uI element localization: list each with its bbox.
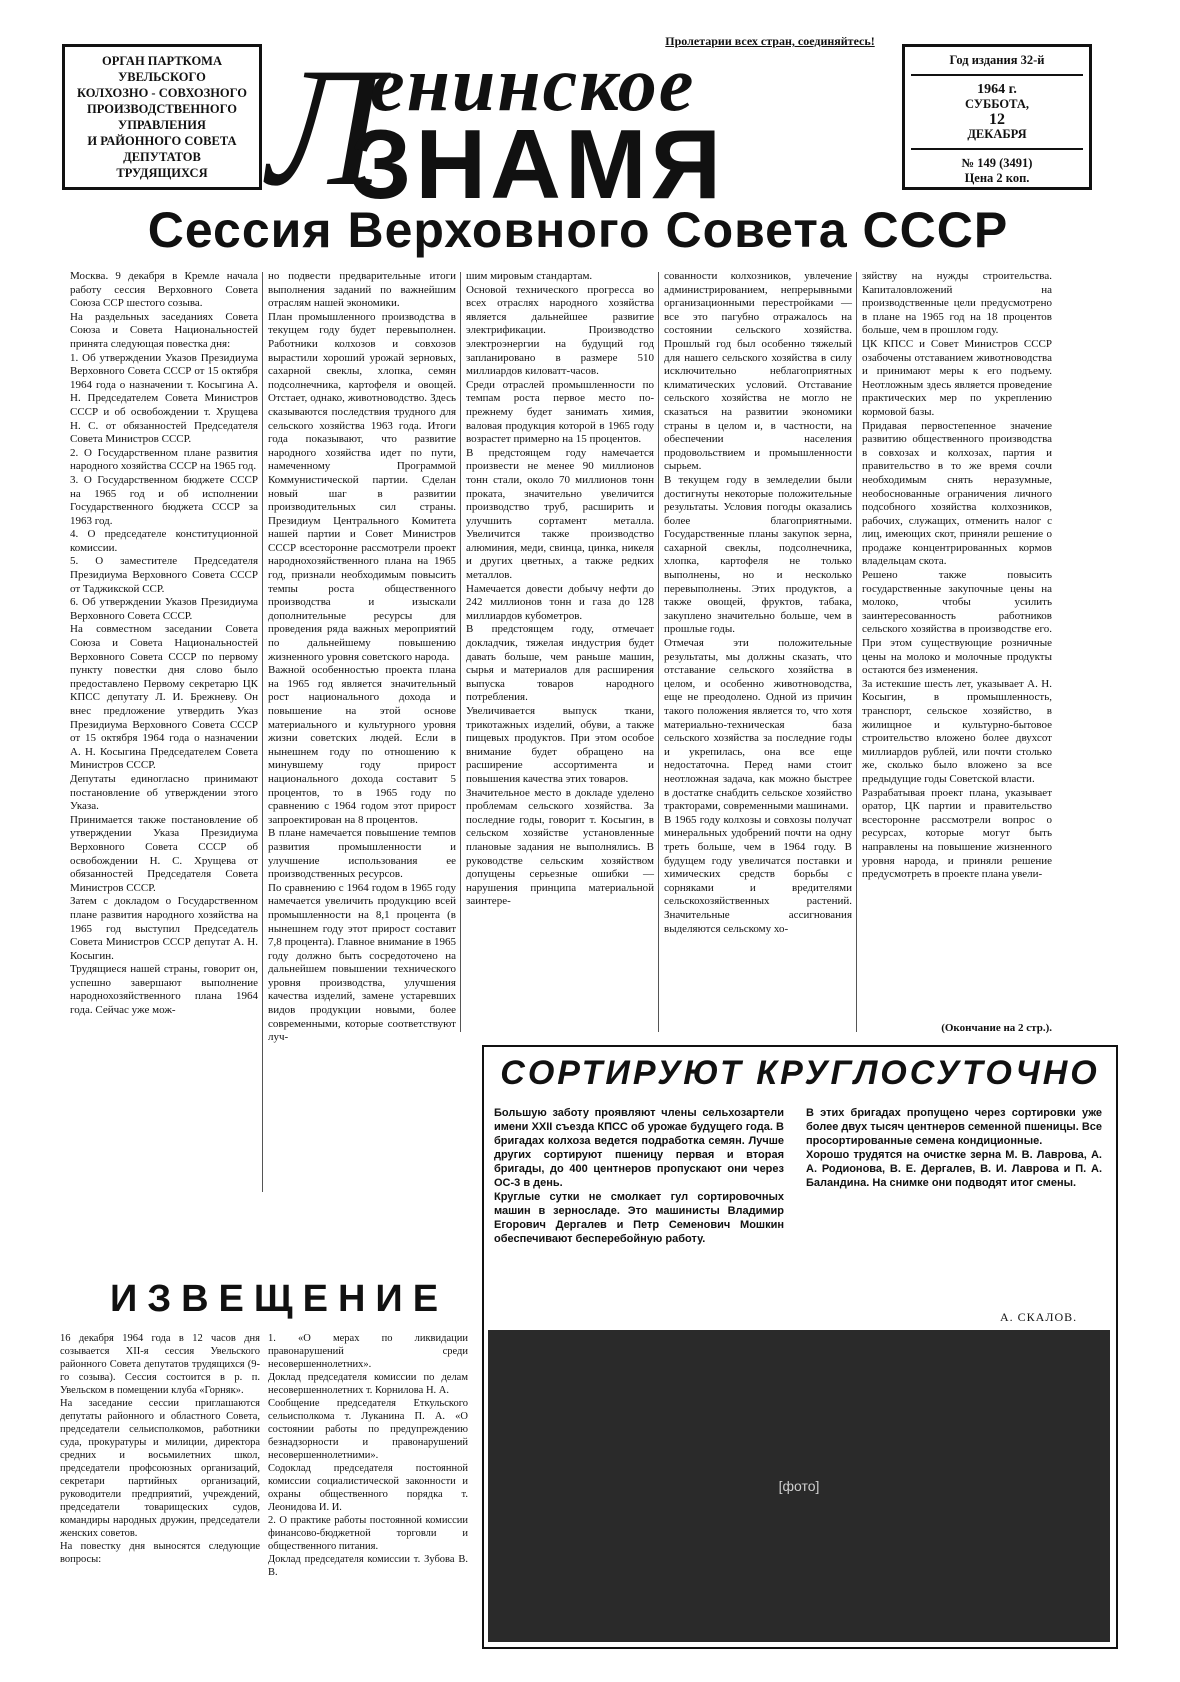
article-column-1: Москва. 9 декабря в Кремле начала работу сессия Верховного Совета Союза ССР шестого созыва. На раздельных заседаниях Совета Союза и Совета Национальностей принята следующая повестка дня: 1. Об утверждении Указов Президиума Верховного Совета СССР от 15 октября 1964 года о назначении т. Косыгина А. Н. Председателем Совета Министров СССР и об освобождении т. Хрущева Н. С. от обязанностей Председателя Совета Министров СССР. 2. О Государственном плане развития народного хозяйства СССР на 1965 год. 3. О Государственном бюджете СССР на 1965 год и об исполнении Государственного бюджета СССР за 1963 год. 4. О председателе конституционной комиссии. 5. О заместителе Председателя Президиума Верховного Совета СССР от Таджикской ССР. 6. Об утверждении Указов Президиума Верховного Совета СССР. На совместном заседании Совета Союза и Совета Национальностей Верховного Совета СССР по первому пункту повестки дня слово было предоставлено Первому секретарю ЦК КПСС депутату Л. И. Брежневу. Он внес предложение утвердить Указ Президиума Верховного Совета СССР от 15 октября 1964 года о назначении А. Н. Косыгина Председателем Совета Министров СССР. Депутаты единогласно принимают постановление об утверждении этого Указа. Принимается также постановление об утверждении Указа Президиума Верховного Совета СССР об освобождении Н. С. Хрущева от обязанностей Председателя Совета Министров СССР. Затем с докладом о Государственном плане развития народного хозяйства на 1965 год выступил Председатель Совета Министров СССР депутат А. Н. Косыгин. Трудящиеся нашей страны, говорит он, успешно завершают выполнение народнохозяйственного плана 1964 года. Сейчас уже мож- — [70, 270, 258, 1017]
year-of-publication: Год издания 32-й — [949, 53, 1045, 67]
masthead-script: енинское — [370, 40, 696, 127]
issue-info-box — [902, 44, 1092, 190]
article-column-5: зяйству на нужды строительства. Капиталовложений на производственные цели предусмотрено в плане на 1965 год на 18 процентов больше, чем в прошлом году. ЦК КПСС и Совет Министров СССР озабочены отставанием животноводства и принимают меры к его подъему. Неотложным здесь является проведение практических мер по укреплению кормовой базы. Придавая первостепенное значение развитию общественного производства в совхозах и колхозах, партия и правительство в то же время сочли необходимым снять неразумные, необоснованные ограничения личного подсобного хозяйства колхозников, рабочих, служащих, отменить налог с лиц, имеющих скот, приняли решение о продаже концентрированных кормов владельцам скота. Решено также повысить государственные закупочные цены на молоко, чтобы усилить заинтересованность работников сельского хозяйства в производстве его. При этом существующие розничные цены на молоко и молочные продукты остаются без изменения. За истекшие шесть лет, указывает А. Н. Косыгин, в промышленность, транспорт, сельское хозяйство, в жилищное и культурно-бытовое строительство вложено более двухсот миллиардов рублей, или почти столько же, сколько было вложено за все предыдущие годы Советской власти. Разрабатывая проект плана, указывает оратор, ЦК партии и правительство всесторонне рассмотрели вопрос о ресурсах, которые могут быть направлены на повышение жизненного уровня народа, и приняли решение предусмотреть в проекте плана увели- — [862, 270, 1052, 881]
article-column-3: шим мировым стандартам. Основой технического прогресса во всех отраслях народного хозяйства является дальнейшее развитие электрификации. Производство электроэнергии на будущий год запланировано в размере 510 миллиардов киловатт-часов. Среди отраслей промышленности по темпам роста первое место по-прежнему будет занимать химия, валовая продукция которой в 1965 году возрастет примерно на 15 процентов. В предстоящем году намечается произвести не менее 90 миллионов тонн стали, около 70 миллионов тонн проката, значительно увеличится производство труб, расширить и улучшить сортамент металла. Увеличится также производство алюминия, меди, свинца, цинка, никеля и других цветных, а также редких металлов. Намечается довести добычу нефти до 242 миллионов тонн и газа до 128 миллиардов кубометров. В предстоящем году, отмечает докладчик, тяжелая индустрия будет давать больше, чем раньше машин, сырья и материалов для расширения выпуска товаров народного потребления. Увеличивается выпуск ткани, трикотажных изделий, обуви, а также пищевых продуктов. При этом особое внимание будет обращено на расширение ассортимента и повышения качества этих товаров. Значительное место в докладе уделено проблемам сельского хозяйства. За последние годы, говорит т. Косыгин, в сельском хозяйстве установленные плановые задания не выполнялись. В руководстве сельским хозяйством допущены серьезные ошибки — нарушения принципа материальной заинтере- — [466, 270, 654, 908]
issue-day: 12 — [989, 111, 1005, 128]
notice-column-1: 16 декабря 1964 года в 12 часов дня созывается XII-я сессия Увельского районного Совета депутатов трудящихся (9-го созыва). Сессия состоится в р. п. Увельском в помещении клуба «Горняк». На заседание сессии приглашаются депутаты районного и областного Совета, председатели сельисполкомов, работники суда, прокуратуры и милиции, директора средних и восьмилетних школ, председатели профсоюзных организаций, секретари партийных организаций, руководители предприятий, учреждений, председатели товарищеских судов, командиры народных дружин, председатели женских советов. На повестку дня выносятся следующие вопросы: — [60, 1333, 260, 1565]
issue-number: № 149 (3491) — [961, 156, 1033, 170]
notice-column-2: 1. «О мерах по ликвидации правонарушений среди несовершеннолетних». Доклад председателя комиссии по делам несовершеннолетних т. Корниловa Н. А. Сообщение председателя Еткульского сельисполкома т. Луканина П. А. «О состоянии работы по предупреждению безнадзорности и правонарушений несовершеннолетними». Содоклад председателя постоянной комиссии социалистической законности и охраны общественного порядка т. Леонидова И. И. 2. О практике работы постоянной комиссии финансово-бюджетной торговли и общественного питания. Доклад председателя комиссии т. Зубова В. В. — [268, 1333, 468, 1578]
issue-month: ДЕКАБРЯ — [967, 127, 1027, 141]
sorting-title: СОРТИРУЮТ КРУГЛОСУТОЧНО — [500, 1054, 1100, 1092]
photo-author: А. СКАЛОВ. — [1000, 1310, 1078, 1324]
motto: Пролетарии всех стран, соединяйтесь! — [665, 34, 875, 48]
publisher-text: ОРГАН ПАРТКОМА УВЕЛЬСКОГО КОЛХОЗНО - СОВХОЗНОГО ПРОИЗВОДСТВЕННОГО УПРАВЛЕНИЯ И РАЙОННОГО СОВЕТА ДЕПУТАТОВ ТРУДЯЩИХСЯ — [76, 54, 248, 180]
notice-title: ИЗВЕЩЕНИЕ — [110, 1278, 449, 1320]
publisher-box — [62, 44, 262, 190]
issue-price: Цена 2 коп. — [964, 171, 1030, 185]
main-headline: Сессия Верховного Совета СССР — [147, 202, 1009, 258]
article-column-4: сованности колхозников, увлечение администрированием, непрерывными организационными перестройками — все это пагубно отражалось на состоянии сельского хозяйства. Прошлый год был особенно тяжелый для нашего сельского хозяйства в силу исключительно неблагоприятных климатических условий. Отставание сельского хозяйства не могло не сказаться на развитии экономики страны в целом и, в частности, на обеспечении населения продовольствием и промышленности сырьем. В текущем году в земледелии были достигнуты некоторые положительные результаты. Условия погоды оказались более благоприятными. Государственные планы закупок зерна, сахарной свеклы, подсолнечника, хлопка, картофеля не только выполнены, но и несколько перевыполнены. Этих продуктов, а также овощей, фруктов, табака, закуплено значительно больше, чем в прошлые годы. Отмечая эти положительные результаты, мы должны сказать, что отставание сельского хозяйства в целом, и особенно животноводства, еще не преодолено. Одной из причин такого положения является то, что хотя материально-техническая база сельского хозяйства за последние годы и укрепилась, она все еще недостаточна. Перед нами стоит неотложная задача, как можно быстрее в достатке снабдить сельское хозяйство тракторами, современными машинами. В 1965 году колхозы и совхозы получат минеральных удобрений почти на одну треть больше, чем в 1964 году. В будущем году увеличатся поставки и химических средств борьбы с сорняками и вредителями сельскохозяйственных растений. Значительные ассигнования выделяются сельскому хо- — [664, 270, 852, 935]
sorting-text-left: Большую заботу проявляют члены сельхозартели имени XXII съезда КПСС об урожае будущего года. В бригадах колхоза ведется подработка семян. Лучше других сортируют пшеницу первая и вторая бригады, до 400 центнеров пропускают они через ОС-3 в день. Круглые сутки не смолкает гул сортировочных машин в зерносладе. Это машинисты Владимир Егорович Дергалев и Петр Семенович Мошкин обеспечивают бесперебойную работу. — [494, 1107, 784, 1245]
masthead-initial: Л — [268, 33, 384, 221]
continued-note: (Окончание на 2 стр.). — [941, 1022, 1052, 1034]
photo-placeholder-label: [фото] — [778, 1478, 820, 1494]
masthead-title: ЗНАМЯ — [350, 109, 726, 219]
issue-year: 1964 г. — [977, 82, 1017, 97]
article-column-2: но подвести предварительные итоги выполнения заданий по важнейшим отраслям нашей экономики. План промышленного производства в текущем году будет перевыполнен. Работники колхозов и совхозов вырастили хороший урожай зерновых, сахарной свеклы, хлопка, семян подсолнечника, картофеля и овощей. Отстает, однако, животноводство. Здесь сказываются последствия трудного для сельского хозяйства 1963 года. Итоги года показывают, что развитие народного хозяйства идет по пути, намеченному Программой Коммунистической партии. Сделан новый шаг в развитии производительных сил страны. Президиум Центрального Комитета нашей партии и Совет Министров СССР всесторонне рассмотрели проект народнохозяйственного плана на 1965 год, признали необходимым повысить темпы роста общественного производства и изыскали дополнительные ресурсы для проведения ряда важных мероприятий по дальнейшему повышению жизненного уровня советского народа. Важной особенностью проекта плана на 1965 год является значительный рост национального дохода и повышение на этой основе материального и культурного уровня жизни советских людей. Если в нынешнем году по отношению к минувшему году прирост национального дохода составит 5 процентов, то в 1965 году по сравнению с 1964 годом этот прирост запроектирован на 8 процентов. В плане намечается повышение темпов развития промышленности и улучшение использования ее производственных ресурсов. По сравнению с 1964 годом в 1965 году намечается увеличить продукцию всей промышленности на 8,1 процента (в нынешнем году этот прирост составит 7,8 процента). Главное внимание в 1965 году должно быть сосредоточено на дальнейшем повышении технического уровня производства, улучшения качества изделий, замене устаревших видов продукции новыми, более современными, которые соответствуют луч- — [268, 270, 456, 1044]
sorting-text-right: В этих бригадах пропущено через сортировки уже более двух тысяч центнеров семенной пшеницы. Все просортированные семена кондиционные. Хорошо трудятся на очистке зерна М. В. Лаврова, А. А. Родионова, В. Е. Дергалев, В. И. Лаврова и П. А. Баландина. На снимке они подводят итог смены. — [806, 1107, 1102, 1189]
issue-weekday: СУББОТА, — [964, 97, 1030, 111]
